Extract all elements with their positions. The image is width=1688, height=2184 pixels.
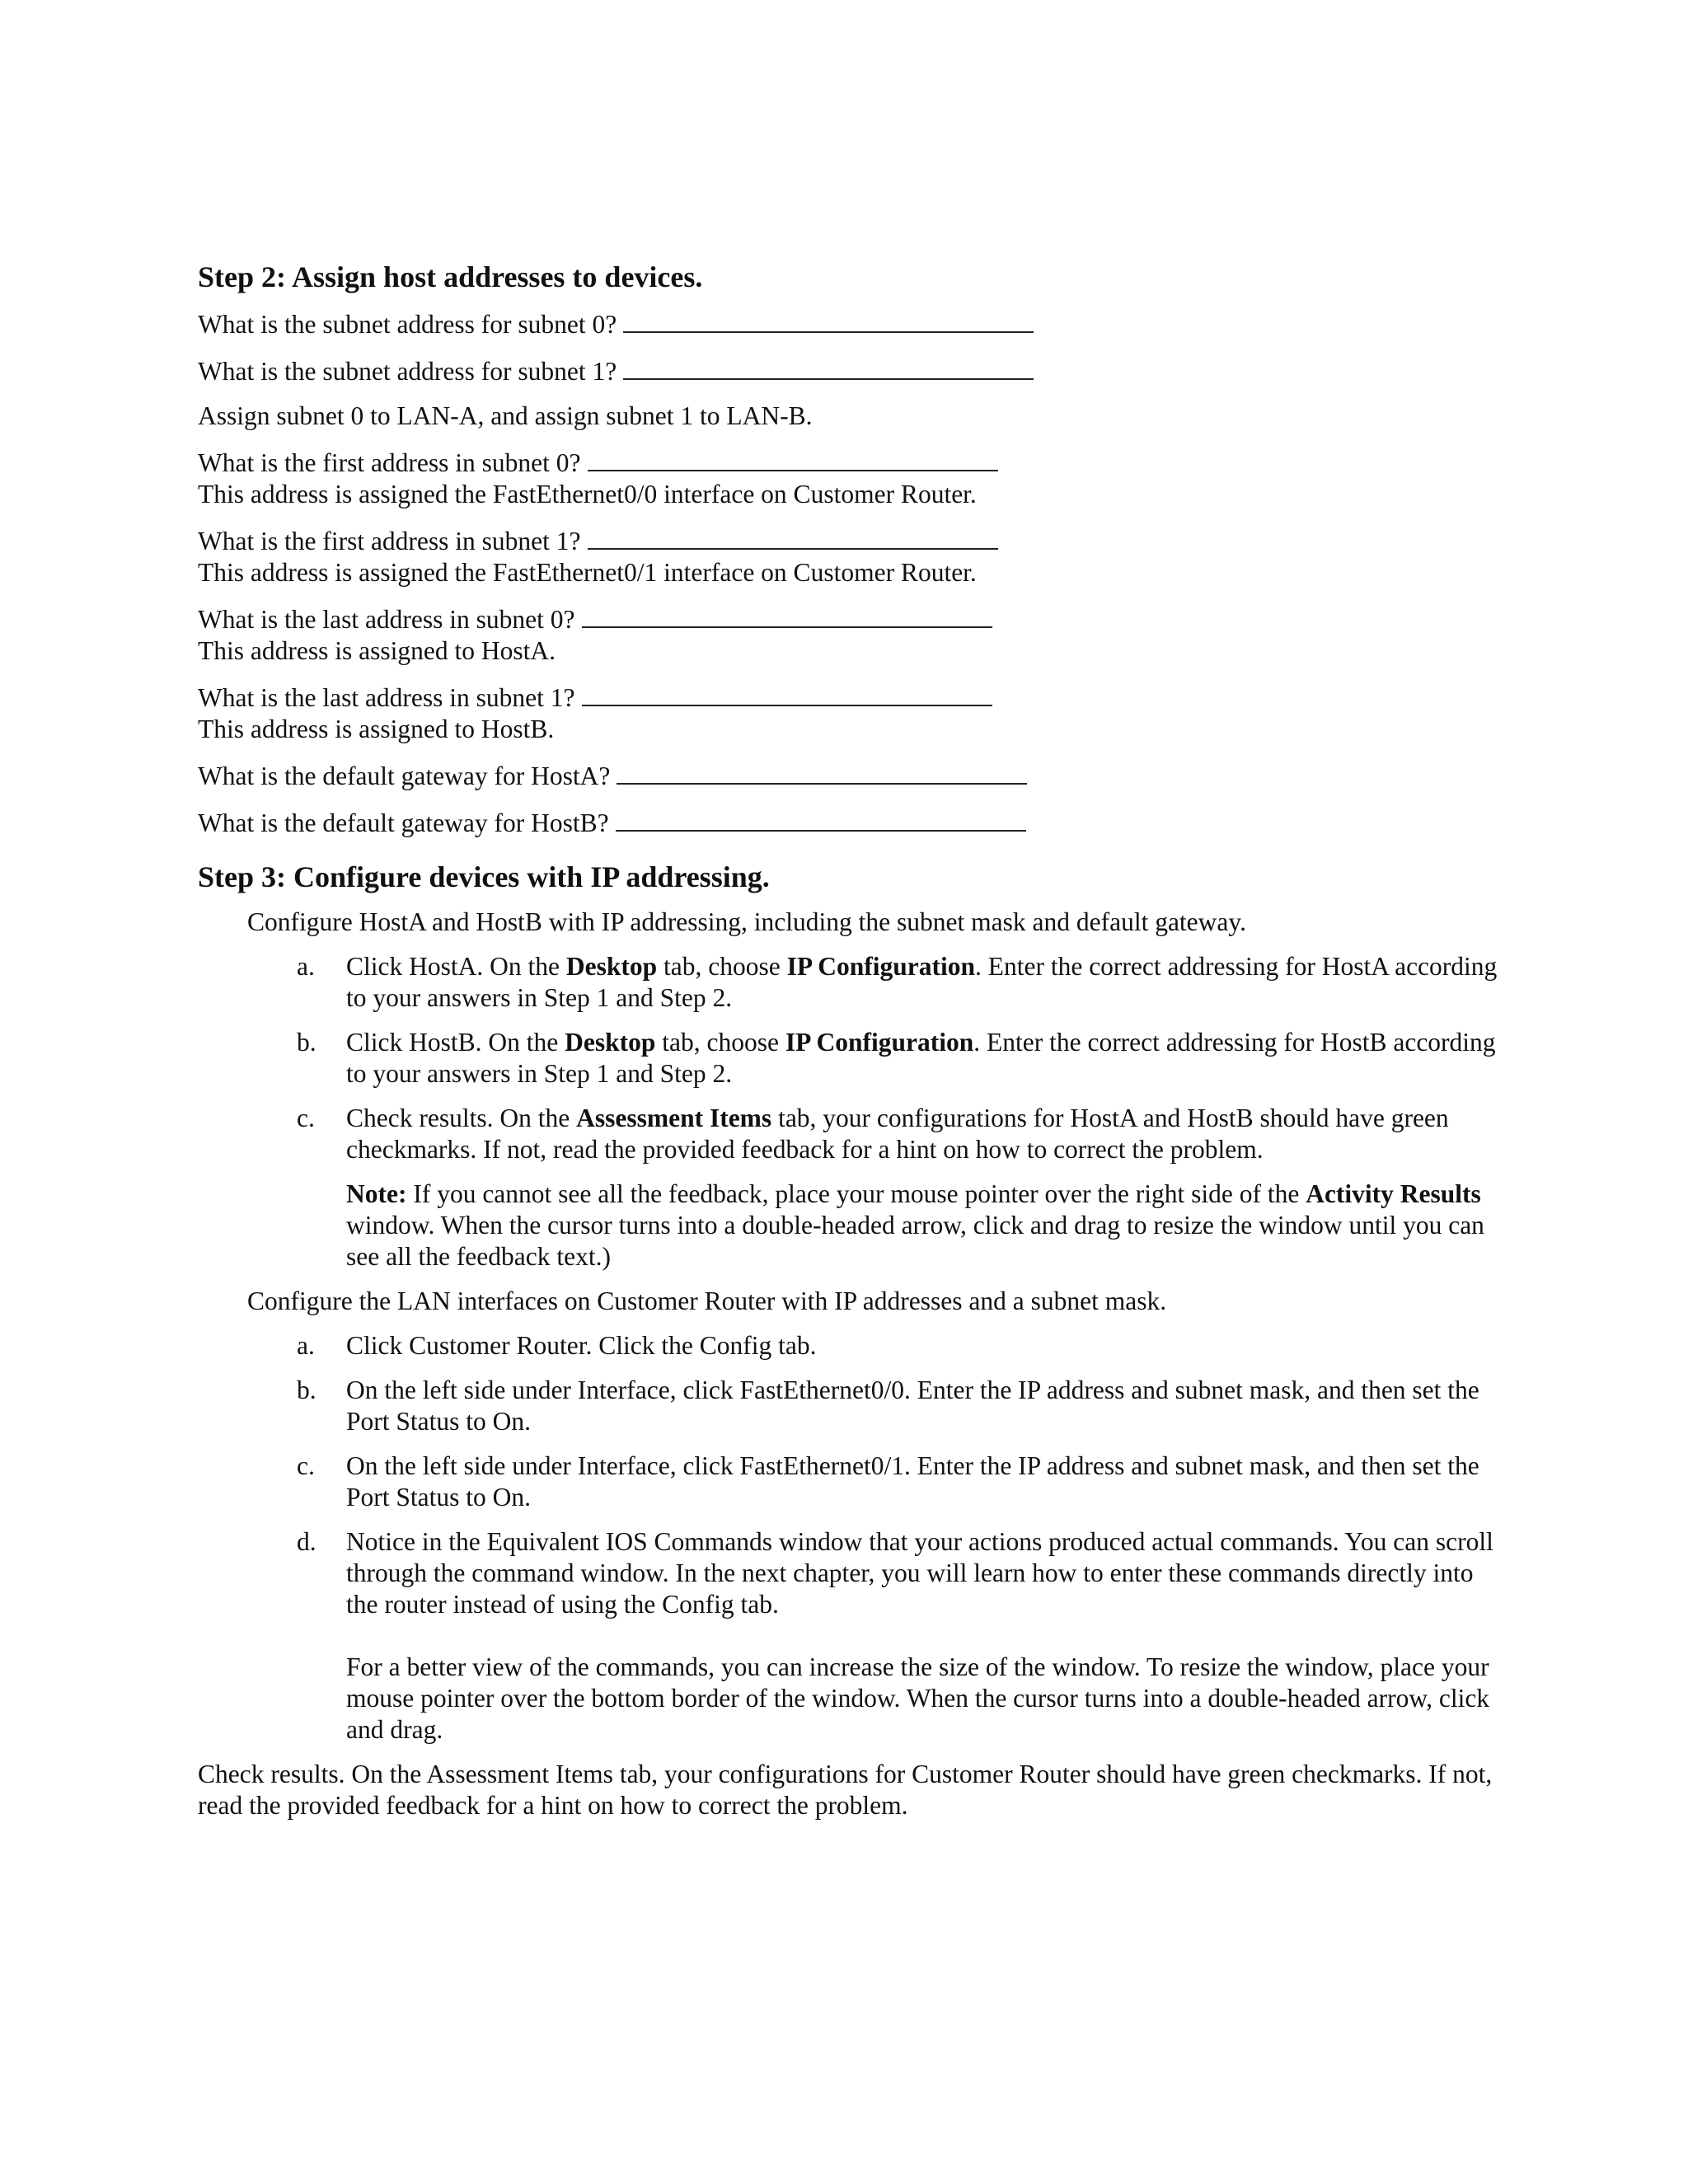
step2-heading: Step 2: Assign host addresses to devices. <box>198 260 703 293</box>
list-marker: a. <box>297 952 315 981</box>
step-text: Click HostB. On the <box>346 1028 565 1057</box>
step-text: tab, choose <box>655 1028 785 1057</box>
list-marker: b. <box>297 1028 316 1057</box>
list-marker: a. <box>297 1331 315 1360</box>
feedback-note <box>346 1179 1500 1272</box>
question-last1 <box>198 680 1500 745</box>
answer-blank-last0 <box>582 602 992 628</box>
list-marker: c. <box>297 1451 315 1480</box>
step-text: tab, your configurations for HostA and HostB should have green checkmarks. If not, read the provided feedback for a hint on how to correct the problem. <box>346 1104 1449 1164</box>
ip-configuration-term: IP Configuration <box>785 1028 974 1057</box>
step-text: Click Customer Router. Click the Config tab. <box>346 1331 817 1360</box>
question-first0-text: What is the first address in subnet 0? <box>198 448 581 477</box>
step3-heading: Step 3: Configure devices with IP addressing. <box>198 860 770 893</box>
answer-blank-subnet1 <box>623 354 1034 380</box>
list-item <box>198 1330 1500 1361</box>
answer-blank-gateway-hostb <box>616 805 1026 832</box>
step-text: Check results. On the <box>346 1104 577 1132</box>
question-subnet0 <box>198 307 1500 340</box>
question-gateway-hostb-text: What is the default gateway for HostB? <box>198 808 609 837</box>
list-marker: c. <box>297 1104 315 1132</box>
answer-blank-first1 <box>588 523 998 550</box>
step-text: tab, choose <box>657 952 787 981</box>
list-item <box>198 951 1500 1014</box>
list-item <box>198 1027 1500 1090</box>
answer-blank-first0 <box>588 445 998 471</box>
assessment-items-term: Assessment Items <box>576 1104 772 1132</box>
list-marker: d. <box>297 1527 316 1556</box>
activity-results-term: Activity Results <box>1306 1179 1481 1208</box>
step-text: On the left side under Interface, click FastEthernet0/1. Enter the IP address and subnet mask, and then set the Port Status to On. <box>346 1451 1479 1511</box>
paragraph-spacer <box>346 1620 1500 1652</box>
answer-blank-gateway-hosta <box>617 758 1027 785</box>
last1-note: This address is assigned to HostB. <box>198 715 555 743</box>
step-text: On the left side under Interface, click FastEthernet0/0. Enter the IP address and subnet mask, and then set the Port Status to On. <box>346 1376 1479 1436</box>
question-last0-text: What is the last address in subnet 0? <box>198 605 575 634</box>
list-item <box>198 1375 1500 1437</box>
step-text: . Enter the correct addressing for HostB according to your answers in Step 1 and Step 2. <box>346 1028 1496 1088</box>
question-gateway-hosta-text: What is the default gateway for HostA? <box>198 762 611 790</box>
last0-note: This address is assigned to HostA. <box>198 636 556 665</box>
page-content <box>198 259 1500 1835</box>
answer-blank-last1 <box>582 680 992 706</box>
check-results-text: Check results. On the Assessment Items tab, your configurations for Customer Router should have green checkmarks. If not, read the provided feedback for a hint on how to correct the problem. <box>198 1760 1493 1820</box>
list-item <box>198 1526 1500 1746</box>
question-last1-text: What is the last address in subnet 1? <box>198 683 575 712</box>
answer-blank-subnet0 <box>623 307 1034 333</box>
question-first0 <box>198 445 1500 510</box>
question-subnet1-text: What is the subnet address for subnet 1? <box>198 357 617 386</box>
question-gateway-hostb <box>198 805 1500 839</box>
question-first1-text: What is the first address in subnet 1? <box>198 527 581 555</box>
first0-note: This address is assigned the FastEthernet0/0 interface on Customer Router. <box>198 480 977 509</box>
hosts-intro: Configure HostA and HostB with IP addressing, including the subnet mask and default gateway. <box>247 907 1246 936</box>
note-text: window. When the cursor turns into a double-headed arrow, click and drag to resize the window until you can see all the feedback text.) <box>346 1211 1484 1271</box>
desktop-term: Desktop <box>565 1028 656 1057</box>
first1-note: This address is assigned the FastEthernet0/1 interface on Customer Router. <box>198 558 977 587</box>
note-label: Note: <box>346 1179 407 1208</box>
list-item <box>198 1103 1500 1165</box>
list-item <box>198 1451 1500 1513</box>
step-text: . Enter the correct addressing for HostA according to your answers in Step 1 and Step 2. <box>346 952 1498 1012</box>
assign-subnets-text: Assign subnet 0 to LAN-A, and assign subnet 1 to LAN-B. <box>198 401 813 430</box>
question-subnet1 <box>198 354 1500 387</box>
router-intro: Configure the LAN interfaces on Customer Router with IP addresses and a subnet mask. <box>247 1286 1167 1315</box>
desktop-term: Desktop <box>565 952 658 981</box>
step-text: Notice in the Equivalent IOS Commands window that your actions produced actual commands. You can scroll through the command window. In the next chapter, you will learn how to enter these commands directly into the router instead of using the Config tab. <box>346 1527 1493 1619</box>
question-first1 <box>198 523 1500 588</box>
router-steps-list <box>198 1330 1500 1746</box>
step-text: Click HostA. On the <box>346 952 566 981</box>
question-subnet0-text: What is the subnet address for subnet 0? <box>198 310 617 339</box>
question-last0 <box>198 602 1500 667</box>
question-gateway-hosta <box>198 758 1500 792</box>
list-marker: b. <box>297 1376 316 1404</box>
step-text: For a better view of the commands, you can increase the size of the window. To resize the window, place your mouse pointer over the bottom border of the window. When the cursor turns into a double-headed arrow, click and drag. <box>346 1652 1490 1744</box>
ip-configuration-term: IP Configuration <box>786 952 975 981</box>
note-text: If you cannot see all the feedback, place your mouse pointer over the right side of the <box>406 1179 1306 1208</box>
hosts-steps-list <box>198 951 1500 1165</box>
